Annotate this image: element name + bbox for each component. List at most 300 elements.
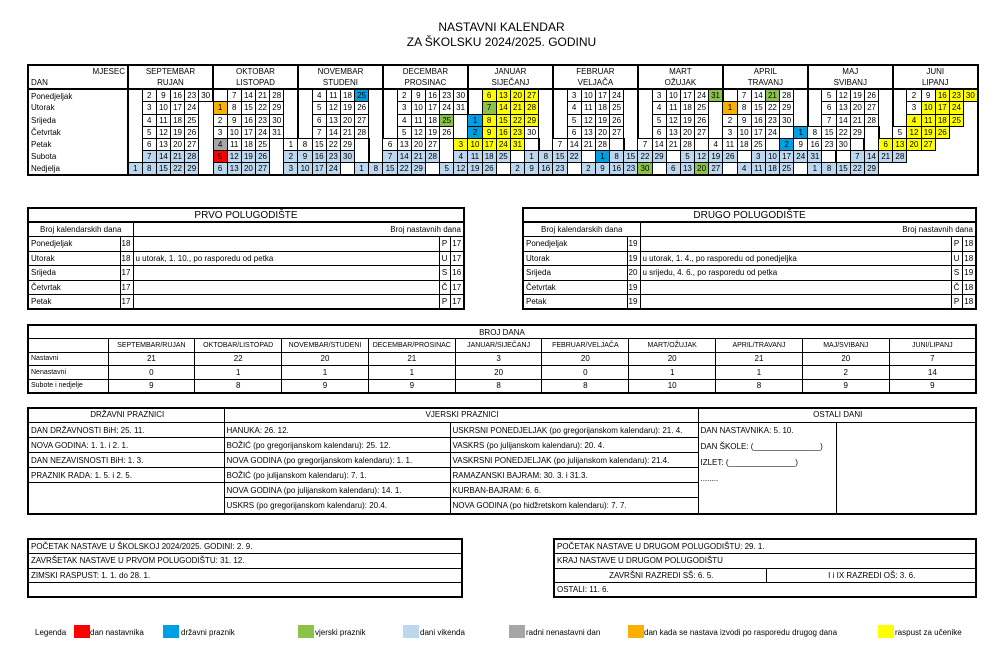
calendar-day: 11 bbox=[468, 151, 482, 163]
calendar-day: 2 bbox=[397, 89, 411, 102]
calendar-day: 8 bbox=[822, 163, 836, 176]
calendar-day: 26 bbox=[440, 126, 454, 138]
calendar-day: 12 bbox=[836, 89, 850, 102]
calendar-day: 13 bbox=[836, 102, 850, 114]
calendar-day: 19 bbox=[595, 114, 609, 126]
broj-dana-corner bbox=[28, 339, 108, 353]
calendar-day: 24 bbox=[255, 126, 269, 138]
month-subheader: PROSINAC bbox=[383, 77, 468, 89]
calendar-day bbox=[369, 114, 383, 126]
calendar-day: 18 bbox=[935, 114, 949, 126]
holiday-item: DAN NEZAVISNOSTI BiH: 1. 3. bbox=[29, 453, 224, 468]
broj-dana-value: 3 bbox=[455, 352, 542, 366]
calendar-day: 23 bbox=[949, 89, 963, 102]
calendar-day bbox=[340, 163, 354, 176]
calendar-day: 2 bbox=[213, 114, 227, 126]
calendar-day: 12 bbox=[326, 102, 340, 114]
calendar-day bbox=[128, 89, 142, 102]
month-header: SEPTEMBAR bbox=[145, 67, 196, 77]
calendar-day: 17 bbox=[482, 138, 496, 150]
legend-swatch bbox=[403, 625, 419, 638]
calendar-day: 17 bbox=[751, 126, 765, 138]
calendar-day: 17 bbox=[312, 163, 326, 176]
calendar-day: 23 bbox=[326, 151, 340, 163]
broj-dana-value: 2 bbox=[802, 366, 889, 380]
calendar-day: 30 bbox=[270, 114, 284, 126]
holiday-item: NOVA GODINA (po julijanskom kalendaru): 14. 1. bbox=[225, 483, 450, 498]
calendar-day: 2 bbox=[510, 163, 524, 176]
broj-dana-value: 0 bbox=[542, 366, 629, 380]
calendar-day bbox=[581, 151, 595, 163]
semester-kal: 20 bbox=[627, 266, 640, 281]
calendar-day bbox=[893, 89, 907, 102]
broj-dana-value: 1 bbox=[282, 366, 369, 380]
calendar-day: 12 bbox=[581, 114, 595, 126]
end-os: I i IX RAZREDI OŠ: 3. 6. bbox=[766, 568, 976, 583]
calendar-day: 21 bbox=[581, 138, 595, 150]
calendar-day: 15 bbox=[383, 163, 397, 176]
holiday-item: PRAZNIK RADA: 1. 5. i 2. 5. bbox=[29, 468, 224, 483]
calendar-day: 30 bbox=[199, 89, 213, 102]
calendar-day: 7 bbox=[142, 151, 156, 163]
calendar-day bbox=[695, 138, 709, 150]
semester-kal: 19 bbox=[627, 237, 640, 252]
calendar-day bbox=[128, 114, 142, 126]
calendar-day bbox=[553, 102, 567, 114]
calendar-day bbox=[383, 89, 397, 102]
ostali-title: OSTALI DANI bbox=[698, 408, 976, 422]
calendar-day: 13 bbox=[666, 126, 680, 138]
calendar-day: 17 bbox=[780, 151, 794, 163]
calendar-day: 22 bbox=[638, 151, 652, 163]
calendar-day: 3 bbox=[142, 102, 156, 114]
semester-day: Petak bbox=[523, 295, 627, 310]
calendar-day: 19 bbox=[468, 163, 482, 176]
calendar-day: 28 bbox=[525, 102, 539, 114]
calendar-day: 18 bbox=[737, 138, 751, 150]
broj-dana-value: 21 bbox=[108, 352, 195, 366]
calendar-day: 22 bbox=[326, 138, 340, 150]
semester-row bbox=[523, 266, 976, 281]
semester-kal: 18 bbox=[120, 251, 133, 266]
calendar-day bbox=[638, 102, 652, 114]
broj-dana-value: 1 bbox=[629, 366, 716, 380]
calendar-day: 27 bbox=[355, 114, 369, 126]
calendar-day: 6 bbox=[666, 163, 680, 176]
day-label: Srijeda bbox=[28, 114, 128, 126]
calendar-day bbox=[794, 163, 808, 176]
calendar-day: 16 bbox=[241, 114, 255, 126]
calendar-day: 10 bbox=[666, 89, 680, 102]
calendar-day: 28 bbox=[780, 89, 794, 102]
semester-row bbox=[28, 237, 464, 252]
calendar-day: 3 bbox=[397, 102, 411, 114]
calendar-day: 5 bbox=[142, 126, 156, 138]
calendar-day: 30 bbox=[340, 151, 354, 163]
legend-label: raspust za učenike bbox=[895, 628, 962, 637]
calendar-day bbox=[553, 126, 567, 138]
calendar-day: 29 bbox=[411, 163, 425, 176]
calendar-row bbox=[28, 102, 978, 114]
calendar-day: 27 bbox=[425, 138, 439, 150]
calendar-day: 29 bbox=[652, 151, 666, 163]
legend-swatch bbox=[74, 625, 90, 638]
calendar-day bbox=[624, 89, 638, 102]
calendar-day: 10 bbox=[581, 89, 595, 102]
broj-dana-row bbox=[28, 379, 976, 393]
calendar-day: 6 bbox=[652, 126, 666, 138]
day-label: Ponedjeljak bbox=[28, 89, 128, 102]
document-subtitle: ZA ŠKOLSKU 2024/2025. GODINU bbox=[406, 35, 597, 49]
calendar-day bbox=[907, 151, 921, 163]
semester-kal: 19 bbox=[627, 295, 640, 310]
calendar-day: 30 bbox=[964, 89, 978, 102]
calendar-day: 25 bbox=[440, 114, 454, 126]
calendar-day: 15 bbox=[751, 102, 765, 114]
broj-dana-value: 1 bbox=[195, 366, 282, 380]
calendar-day: 7 bbox=[383, 151, 397, 163]
calendar-day: 5 bbox=[652, 114, 666, 126]
calendar-day: 4 bbox=[312, 89, 326, 102]
calendar-day: 10 bbox=[765, 151, 779, 163]
broj-dana-value: 8 bbox=[542, 379, 629, 393]
calendar-row bbox=[28, 151, 978, 163]
calendar-day: 8 bbox=[808, 126, 822, 138]
holiday-item: KURBAN-BAJRAM: 6. 6. bbox=[451, 483, 698, 498]
semester-row bbox=[28, 266, 464, 281]
calendar-day: 22 bbox=[510, 114, 524, 126]
month-subheader: SVIBANJ bbox=[808, 77, 893, 89]
calendar-day: 5 bbox=[822, 89, 836, 102]
month-header: FEBRUAR bbox=[553, 65, 638, 77]
legend-swatch bbox=[878, 625, 894, 638]
calendar-day: 20 bbox=[340, 114, 354, 126]
calendar-day: 31 bbox=[270, 126, 284, 138]
calendar-day bbox=[765, 138, 779, 150]
calendar-day: 27 bbox=[255, 163, 269, 176]
calendar-day: 5 bbox=[680, 151, 694, 163]
calendar-day bbox=[638, 126, 652, 138]
calendar-day: 13 bbox=[326, 114, 340, 126]
legend-swatch bbox=[298, 625, 314, 638]
calendar-day: 27 bbox=[695, 126, 709, 138]
calendar-day bbox=[128, 126, 142, 138]
semester-kal: 18 bbox=[120, 237, 133, 252]
calendar-day: 27 bbox=[185, 138, 199, 150]
calendar-day: 9 bbox=[298, 151, 312, 163]
semester1-table bbox=[27, 207, 465, 310]
calendar-day bbox=[199, 151, 213, 163]
calendar-day: 7 bbox=[850, 151, 864, 163]
broj-dana-title: BROJ DANA bbox=[28, 325, 976, 339]
legend-swatch bbox=[628, 625, 644, 638]
calendar-day: 11 bbox=[723, 138, 737, 150]
broj-dana-month: MAJ/SVIBANJ bbox=[802, 339, 889, 353]
semester-row bbox=[28, 251, 464, 266]
semester-note bbox=[133, 280, 439, 295]
holiday-item: NOVA GODINA: 1. 1. i 2. 1. bbox=[29, 438, 224, 453]
semester-day: Ponedjeljak bbox=[523, 237, 627, 252]
calendar-day: 23 bbox=[765, 114, 779, 126]
calendar-day: 9 bbox=[921, 89, 935, 102]
calendar-day: 26 bbox=[255, 151, 269, 163]
ostali-item: DAN ŠKOLE: (_______________) bbox=[700, 441, 823, 451]
semester-day: Srijeda bbox=[28, 266, 120, 281]
calendar-day bbox=[794, 89, 808, 102]
calendar-day: 18 bbox=[425, 114, 439, 126]
calendar-day: 22 bbox=[567, 151, 581, 163]
month-header: OKTOBAR bbox=[213, 65, 298, 77]
calendar-day bbox=[567, 163, 581, 176]
calendar-day: 5 bbox=[567, 114, 581, 126]
calendar-day: 20 bbox=[907, 138, 921, 150]
document-title: NASTAVNI KALENDAR bbox=[438, 20, 565, 34]
calendar-day: 24 bbox=[794, 151, 808, 163]
broj-dana-value: 0 bbox=[108, 366, 195, 380]
calendar-day: 23 bbox=[440, 89, 454, 102]
calendar-day bbox=[879, 89, 893, 102]
calendar-day: 19 bbox=[680, 114, 694, 126]
calendar-day: 3 bbox=[723, 126, 737, 138]
calendar-day: 21 bbox=[850, 114, 864, 126]
calendar-day bbox=[822, 151, 836, 163]
calendar-day bbox=[794, 114, 808, 126]
calendar-day: 19 bbox=[709, 151, 723, 163]
calendar-day bbox=[298, 89, 312, 102]
calendar-day bbox=[879, 126, 893, 138]
calendar-day: 14 bbox=[496, 102, 510, 114]
calendar-day: 2 bbox=[468, 126, 482, 138]
vjerski-title: VJERSKI PRAZNICI bbox=[224, 408, 698, 422]
calendar-day: 21 bbox=[411, 151, 425, 163]
calendar-day: 22 bbox=[850, 163, 864, 176]
calendar-day bbox=[709, 126, 723, 138]
calendar-day: 13 bbox=[893, 138, 907, 150]
calendar-day: 2 bbox=[284, 151, 298, 163]
calendar-day: 22 bbox=[836, 126, 850, 138]
calendar-day bbox=[949, 126, 963, 138]
calendar-day: 12 bbox=[156, 126, 170, 138]
semester-day: Utorak bbox=[523, 251, 627, 266]
semester-kal: 19 bbox=[627, 251, 640, 266]
broj-dana-value: 9 bbox=[282, 379, 369, 393]
drzavni-title: DRŽAVNI PRAZNICI bbox=[28, 408, 224, 422]
calendar-day bbox=[624, 126, 638, 138]
calendar-day bbox=[553, 114, 567, 126]
calendar-day: 12 bbox=[454, 163, 468, 176]
calendar-day: 23 bbox=[185, 89, 199, 102]
calendar-day bbox=[808, 89, 822, 102]
calendar-day: 28 bbox=[270, 89, 284, 102]
calendar-day: 26 bbox=[185, 126, 199, 138]
holiday-item: BOŽIĆ (po julijanskom kalendaru): 7. 1. bbox=[225, 468, 450, 483]
calendar-day: 31 bbox=[510, 138, 524, 150]
calendar-day: 8 bbox=[142, 163, 156, 176]
calendar-day: 22 bbox=[765, 102, 779, 114]
calendar-day: 28 bbox=[425, 151, 439, 163]
calendar-day: 5 bbox=[397, 126, 411, 138]
calendar-day: 24 bbox=[326, 163, 340, 176]
semester-kal: 17 bbox=[120, 266, 133, 281]
semester-row bbox=[28, 280, 464, 295]
broj-dana-value: 20 bbox=[455, 366, 542, 380]
calendar-day: 25 bbox=[185, 114, 199, 126]
calendar-day: 31 bbox=[454, 102, 468, 114]
calendar-day bbox=[510, 151, 524, 163]
calendar-day: 19 bbox=[170, 126, 184, 138]
semester-note bbox=[640, 237, 951, 252]
calendar-day: 5 bbox=[440, 163, 454, 176]
calendar-day: 13 bbox=[496, 89, 510, 102]
calendar-day bbox=[270, 163, 284, 176]
calendar-day bbox=[199, 138, 213, 150]
semester-note: u utorak, 1. 4., po rasporedu od ponedjeljka bbox=[640, 251, 951, 266]
calendar-day: 6 bbox=[142, 138, 156, 150]
calendar-day bbox=[893, 102, 907, 114]
calendar-day bbox=[298, 114, 312, 126]
calendar-day: 14 bbox=[241, 89, 255, 102]
calendar-day: 22 bbox=[397, 163, 411, 176]
broj-dana-month: FEBRUAR/VELJAČA bbox=[542, 339, 629, 353]
calendar-day bbox=[369, 126, 383, 138]
calendar-day: 24 bbox=[949, 102, 963, 114]
semester-kal: 17 bbox=[120, 280, 133, 295]
calendar-day: 8 bbox=[737, 102, 751, 114]
calendar-day bbox=[780, 126, 794, 138]
broj-dana-value: 8 bbox=[716, 379, 803, 393]
broj-dana-row bbox=[28, 352, 976, 366]
calendar-row bbox=[28, 114, 978, 126]
broj-dana-value: 21 bbox=[716, 352, 803, 366]
calendar-day: 15 bbox=[836, 163, 850, 176]
calendar-day: 28 bbox=[680, 138, 694, 150]
calendar-day bbox=[709, 102, 723, 114]
holiday-item: VASKRSNI PONEDJELJAK (po julijanskom kalendaru): 21.4. bbox=[451, 453, 698, 468]
calendar-day: 12 bbox=[227, 151, 241, 163]
calendar-day: 1 bbox=[128, 163, 142, 176]
calendar-day: 1 bbox=[213, 102, 227, 114]
day-label: Utorak bbox=[28, 102, 128, 114]
calendar-day: 4 bbox=[907, 114, 921, 126]
semester-abbr: U bbox=[439, 251, 450, 266]
calendar-day bbox=[737, 151, 751, 163]
calendar-day: 27 bbox=[709, 163, 723, 176]
calendar-day: 4 bbox=[454, 151, 468, 163]
calendar-day: 4 bbox=[213, 138, 227, 150]
calendar-day: 29 bbox=[185, 163, 199, 176]
calendar-day bbox=[440, 151, 454, 163]
calendar-day: 1 bbox=[595, 151, 609, 163]
broj-dana-value: 9 bbox=[368, 379, 455, 393]
calendar-day bbox=[213, 89, 227, 102]
calendar-day bbox=[808, 102, 822, 114]
calendar-day: 19 bbox=[850, 89, 864, 102]
calendar-day: 28 bbox=[864, 114, 878, 126]
calendar-day bbox=[468, 89, 482, 102]
broj-dana-value: 8 bbox=[455, 379, 542, 393]
calendar-row bbox=[28, 163, 978, 176]
calendar-day bbox=[864, 126, 878, 138]
calendar-day bbox=[864, 138, 878, 150]
calendar-day bbox=[624, 102, 638, 114]
ostali-item: DAN NASTAVNIKA: 5. 10. bbox=[700, 425, 794, 435]
calendar-day bbox=[723, 89, 737, 102]
month-subheader: SIJEČANJ bbox=[468, 77, 553, 89]
calendar-day bbox=[539, 126, 553, 138]
calendar-day: 24 bbox=[496, 138, 510, 150]
calendar-day: 6 bbox=[213, 163, 227, 176]
calendar-day bbox=[199, 126, 213, 138]
calendar-day bbox=[553, 89, 567, 102]
calendar-day: 2 bbox=[581, 163, 595, 176]
semester-note bbox=[640, 280, 951, 295]
semester1-col-nast: Broj nastavnih dana bbox=[133, 222, 464, 237]
calendar-row bbox=[28, 89, 978, 102]
calendar-day: 15 bbox=[241, 102, 255, 114]
calendar-day: 19 bbox=[921, 126, 935, 138]
calendar-day bbox=[539, 102, 553, 114]
calendar-day: 29 bbox=[780, 102, 794, 114]
calendar-day: 3 bbox=[454, 138, 468, 150]
calendar-day: 21 bbox=[879, 151, 893, 163]
calendar-day: 20 bbox=[510, 89, 524, 102]
calendar-day: 10 bbox=[737, 126, 751, 138]
ostali-empty bbox=[836, 422, 976, 514]
calendar-day: 27 bbox=[864, 102, 878, 114]
calendar-day: 28 bbox=[595, 138, 609, 150]
calendar-day: 8 bbox=[369, 163, 383, 176]
semester2-title: DRUGO POLUGODIŠTE bbox=[523, 208, 976, 222]
calendar-day: 26 bbox=[355, 102, 369, 114]
calendar-day: 4 bbox=[142, 114, 156, 126]
calendar-day: 16 bbox=[935, 89, 949, 102]
broj-dana-value: 22 bbox=[195, 352, 282, 366]
calendar-day: 27 bbox=[610, 126, 624, 138]
calendar-day: 14 bbox=[836, 114, 850, 126]
second-semester-start: POČETAK NASTAVE U DRUGOM POLUGODIŠTU: 29. 1. bbox=[554, 539, 976, 554]
calendar-day bbox=[284, 114, 298, 126]
calendar-day: 5 bbox=[893, 126, 907, 138]
calendar-day: 30 bbox=[525, 126, 539, 138]
calendar-day: 25 bbox=[255, 138, 269, 150]
calendar-day: 7 bbox=[638, 138, 652, 150]
calendar-day: 24 bbox=[185, 102, 199, 114]
ostali-item: IZLET: (_______________) bbox=[700, 457, 798, 467]
calendar-day: 24 bbox=[695, 89, 709, 102]
calendar-day: 16 bbox=[312, 151, 326, 163]
calendar-day: 16 bbox=[425, 89, 439, 102]
calendar-day: 29 bbox=[864, 163, 878, 176]
semester-abbr: Č bbox=[439, 280, 450, 295]
calendar-day: 21 bbox=[666, 138, 680, 150]
calendar-day: 17 bbox=[241, 126, 255, 138]
calendar-day bbox=[964, 102, 978, 114]
calendar-day: 31 bbox=[709, 89, 723, 102]
broj-dana-value: 1 bbox=[716, 366, 803, 380]
calendar-day: 4 bbox=[709, 138, 723, 150]
broj-dana-value: 9 bbox=[802, 379, 889, 393]
calendar-day: 9 bbox=[227, 114, 241, 126]
calendar-day: 13 bbox=[156, 138, 170, 150]
calendar-day: 20 bbox=[170, 138, 184, 150]
calendar-day: 2 bbox=[142, 89, 156, 102]
calendar-day: 30 bbox=[780, 114, 794, 126]
calendar-day: 3 bbox=[751, 151, 765, 163]
calendar-day: 29 bbox=[270, 102, 284, 114]
calendar-day bbox=[723, 163, 737, 176]
holiday-item: BOŽIĆ (po gregorijanskom kalendaru): 25. 12. bbox=[225, 438, 450, 453]
calendar-day bbox=[369, 138, 383, 150]
